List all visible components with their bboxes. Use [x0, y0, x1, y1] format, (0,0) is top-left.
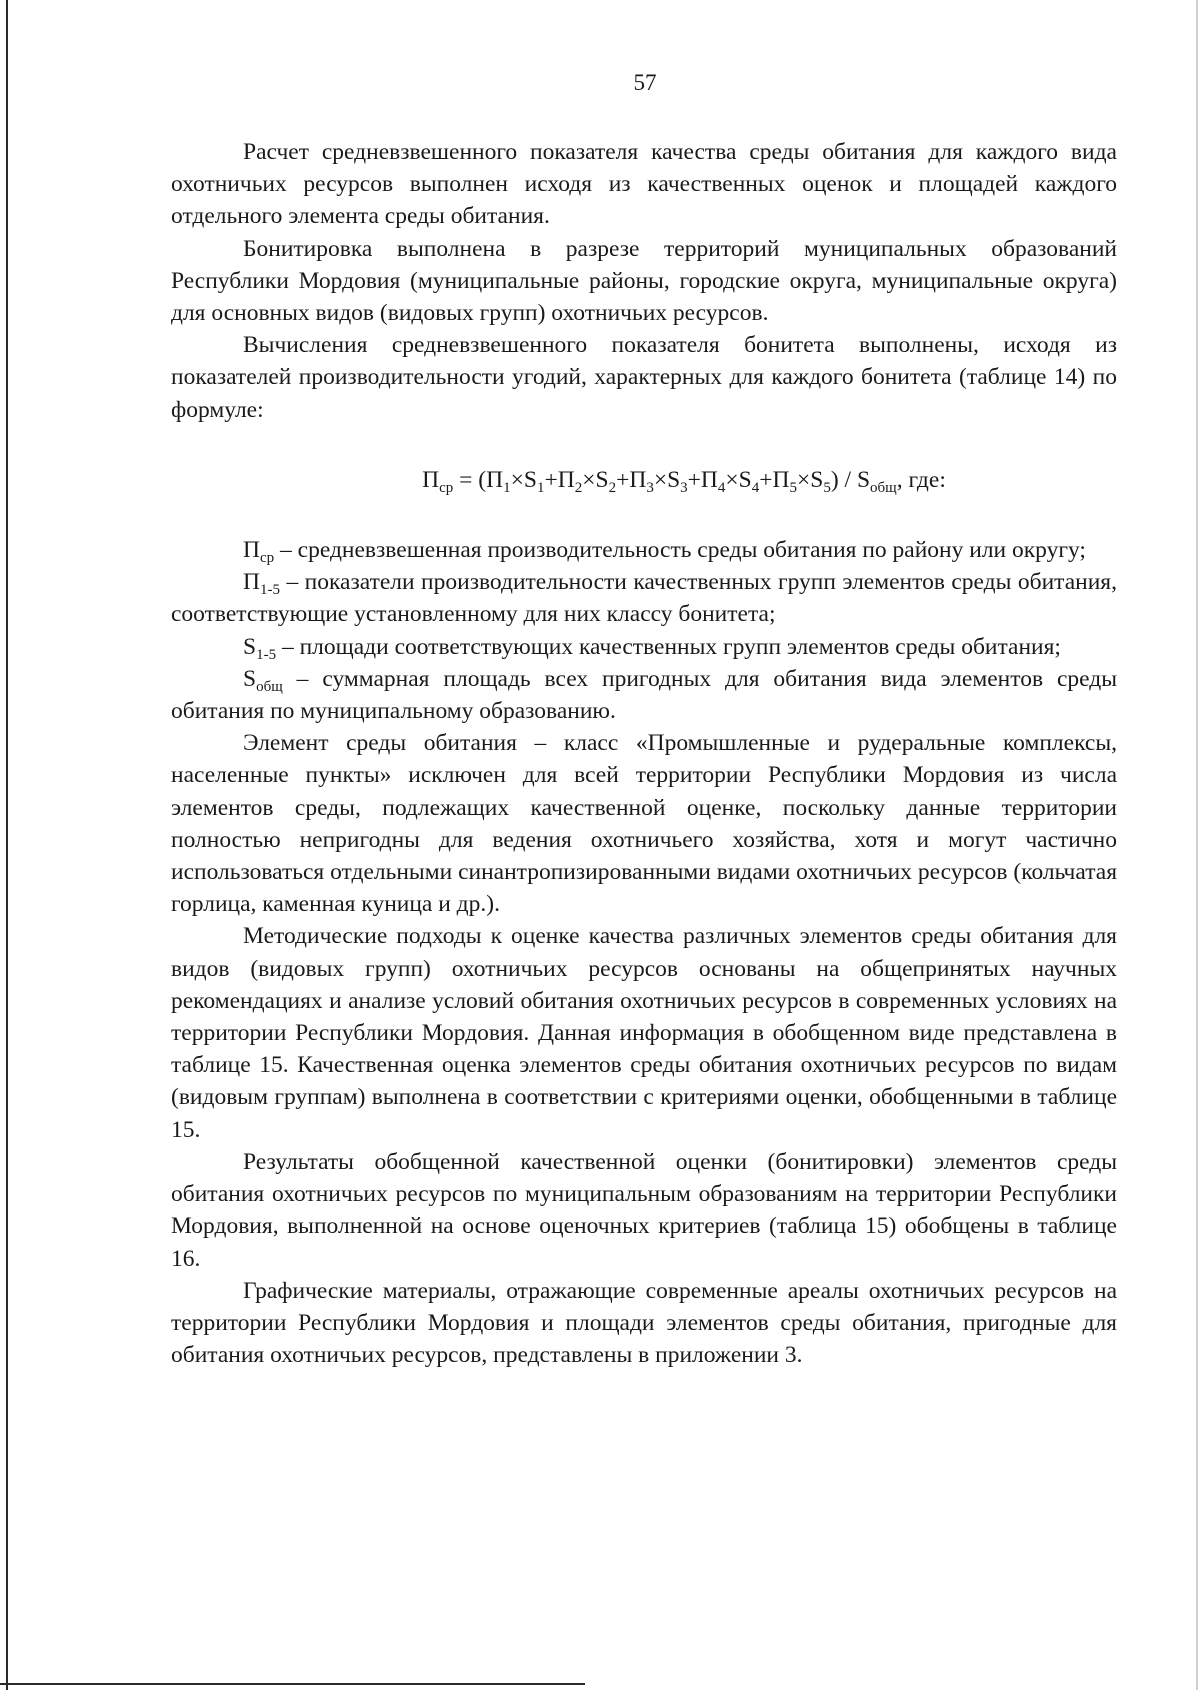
document-body [171, 136, 1117, 1371]
paragraph-bonitation: Бонитировка выполнена в разрезе территорий муниципальных образований Республики Мордовия (муниципальные районы, городские округа, муниципальные округа) для основных видов (видовых групп) охотничьих ресурсов. [171, 235, 1117, 327]
paragraph-methodology: Методические подходы к оценке качества различных элементов среды обитания для видов (видовых групп) охотничьих ресурсов основаны на общепринятых научных рекомендациях и анализе условий обитания охотничьих ресурсов в современных условиях на территории Республики Мордовия. Данная информация в обобщенном виде представлена в таблице 15. Качественная оценка элементов среды обитания охотничьих ресурсов по видам (видовым группам) выполнена в соответствии с критериями оценки, обобщенными в таблице 15. [171, 923, 1117, 1143]
paragraph-computation: Вычисления средневзвешенного показателя бонитета выполнены, исходя из показателей производительности угодий, характерных для каждого бонитета (таблице 14) по формуле: [171, 332, 1117, 423]
scan-border-bottom [0, 1683, 585, 1685]
paragraph-graphics: Графические материалы, отражающие современные ареалы охотничьих ресурсов на территории Республики Мордовия и площади элементов среды обитания, пригодные для обитания охотничьих ресурсов, представлены в приложении 3. [171, 1277, 1117, 1369]
bonitet-formula: $П_{ср} = (П_1\times S_1+П_2\times S_2+П_3\times S_3+П_4\times S_4+П_5\times S_5) / S_{общ}$, где: [422, 466, 946, 496]
paragraph-excluded-element: Элемент среды обитания – класс «Промышленные и рудеральные комплексы, населенные пункты» исключен для всей территории Республики Мордовия из числа элементов среды, подлежащих качественной оценке, поскольку данные территории полностью непригодны для ведения охотничьего хозяйства, хотя и могут частично использоваться отдельными синантропизированными видами охотничьих ресурсов (кольчатая горлица, каменная куница и др.). [171, 730, 1117, 918]
definition-s-groups: $S_{1-5}$ – площади соответствующих качественных групп элементов среды обитания; [243, 633, 1061, 663]
scan-border-left [6, 0, 8, 1690]
definition-s-total: $S_{общ}$ – суммарная площадь всех пригодных для обитания вида элементов среды обитания по муниципальному образованию. [171, 665, 1117, 725]
definition-p-groups: $П_{1-5}$ – показатели производительности качественных групп элементов среды обитания, соответствующие установленному для них классу бонитета; [171, 569, 1117, 628]
paragraph-calculation: Расчет средневзвешенного показателя качества среды обитания для каждого вида охотничьих ресурсов выполнен исходя из качественных оценок и площадей каждого отдельного элемента среды обитания. [171, 139, 1117, 230]
scan-border-right [1196, 0, 1198, 1690]
page-number: 57 [633, 70, 657, 95]
paragraph-results: Результаты обобщенной качественной оценки (бонитировки) элементов среды обитания охотничьих ресурсов по муниципальным образованиям на территории Республики Мордовия, выполненной на основе оценочных критериев (таблица 15) обобщены в таблице 16. [171, 1148, 1117, 1272]
definition-p-avg: $П_{ср}$ – средневзвешенная производительность среды обитания по району или округу; [243, 537, 1086, 567]
